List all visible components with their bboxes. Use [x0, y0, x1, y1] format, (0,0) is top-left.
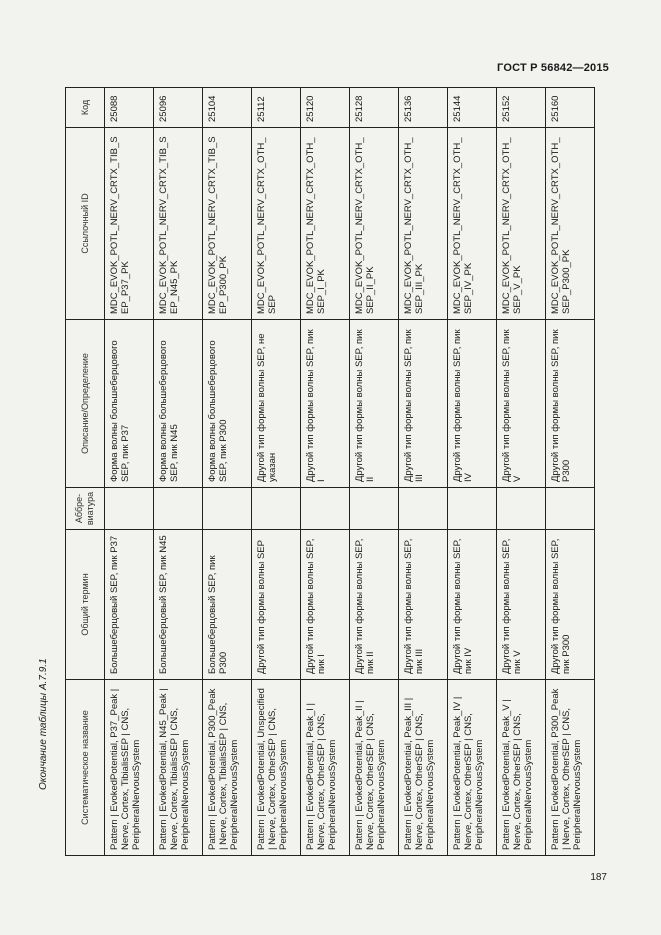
table-row	[448, 88, 497, 856]
cell-acronym	[203, 488, 252, 530]
cell-reference-id: MDC_EVOK_POTL_NERV_CRTX_TIB_SEP_P300_PK	[203, 128, 252, 320]
cell-code: 25112	[252, 88, 301, 128]
standard-header: ГОСТ Р 56842—2015	[497, 62, 609, 74]
cell-acronym	[546, 488, 595, 530]
table-caption: Окончание таблицы А.7.9.1	[38, 658, 49, 790]
cell-acronym	[252, 488, 301, 530]
cell-systematic-name: Pattern | EvokedPotential, Peak_III | Nerve, Cortex, OtherSEP | CNS, PeripheralNervousSystem	[399, 680, 448, 856]
cell-code: 25088	[105, 88, 154, 128]
table-row	[203, 88, 252, 856]
cell-acronym	[350, 488, 399, 530]
cell-systematic-name: Pattern | EvokedPotential, Unspecified | Nerve, Cortex, OtherSEP | CNS, PeripheralNervousSystem	[252, 680, 301, 856]
column-header: Общий термин	[66, 530, 105, 680]
cell-common-term: Другой тип формы волны SEP, пик I	[301, 530, 350, 680]
cell-code: 25144	[448, 88, 497, 128]
cell-acronym	[105, 488, 154, 530]
column-header: Систематическое название	[66, 680, 105, 856]
cell-reference-id: MDC_EVOK_POTL_NERV_CRTX_OTH_SEP_II_PK	[350, 128, 399, 320]
cell-common-term: Большеберцовый SEP, пик P37	[105, 530, 154, 680]
table-row	[497, 88, 546, 856]
cell-common-term: Другой тип формы волны SEP, пик P300	[546, 530, 595, 680]
table-row	[301, 88, 350, 856]
cell-common-term: Большеберцовый SEP, пик N45	[154, 530, 203, 680]
table-row	[252, 88, 301, 856]
cell-systematic-name: Pattern | EvokedPotential, Peak_II | Nerve, Cortex, OtherSEP | CNS, PeripheralNervousSystem	[350, 680, 399, 856]
cell-reference-id: MDC_EVOK_POTL_NERV_CRTX_TIB_SEP_N45_PK	[154, 128, 203, 320]
caption-area	[30, 0, 60, 935]
cell-systematic-name: Pattern | EvokedPotential, P300_Peak | Nerve, Cortex, OtherSEP | CNS, PeripheralNervousSystem	[546, 680, 595, 856]
column-header: Ссылочный ID	[66, 128, 105, 320]
cell-code: 25104	[203, 88, 252, 128]
cell-common-term: Другой тип формы волны SEP, пик II	[350, 530, 399, 680]
cell-systematic-name: Pattern | EvokedPotential, Peak_I | Nerve, Cortex, OtherSEP | CNS, PeripheralNervousSystem	[301, 680, 350, 856]
table-row	[546, 88, 595, 856]
cell-code: 25128	[350, 88, 399, 128]
column-header: Код	[66, 88, 105, 128]
rotated-table-container	[65, 88, 595, 856]
table-row	[399, 88, 448, 856]
cell-systematic-name: Pattern | EvokedPotential, Peak_IV | Nerve, Cortex, OtherSEP | CNS, PeripheralNervousSystem	[448, 680, 497, 856]
cell-description: Другой тип формы волны SEP, пик IV	[448, 320, 497, 488]
cell-description: Форма волны большеберцового SEP, пик P300	[203, 320, 252, 488]
cell-description: Форма волны большеберцового SEP, пик N45	[154, 320, 203, 488]
cell-reference-id: MDC_EVOK_POTL_NERV_CRTX_OTH_SEP_P300_PK	[546, 128, 595, 320]
cell-reference-id: MDC_EVOK_POTL_NERV_CRTX_TIB_SEP_P37_PK	[105, 128, 154, 320]
cell-reference-id: MDC_EVOK_POTL_NERV_CRTX_OTH_SEP_I_PK	[301, 128, 350, 320]
cell-common-term: Другой тип формы волны SEP, пик V	[497, 530, 546, 680]
cell-description: Другой тип формы волны SEP, пик V	[497, 320, 546, 488]
cell-acronym	[399, 488, 448, 530]
table-row	[350, 88, 399, 856]
cell-reference-id: MDC_EVOK_POTL_NERV_CRTX_OTH_SEP_III_PK	[399, 128, 448, 320]
cell-description: Другой тип формы волны SEP, пик III	[399, 320, 448, 488]
cell-acronym	[154, 488, 203, 530]
table-header-row	[66, 88, 105, 856]
cell-description: Другой тип формы волны SEP, пик II	[350, 320, 399, 488]
cell-common-term: Другой тип формы волны SEP	[252, 530, 301, 680]
page-number: 187	[590, 872, 607, 883]
cell-code: 25096	[154, 88, 203, 128]
cell-description: Другой тип формы волны SEP, пик P300	[546, 320, 595, 488]
cell-code: 25152	[497, 88, 546, 128]
table-row	[154, 88, 203, 856]
cell-code: 25120	[301, 88, 350, 128]
cell-common-term: Большеберцовый SEP, пик P300	[203, 530, 252, 680]
cell-systematic-name: Pattern | EvokedPotential, P37_Peak | Nerve, Cortex, TibialisSEP | CNS, PeripheralNervousSystem	[105, 680, 154, 856]
cell-code: 25136	[399, 88, 448, 128]
cell-systematic-name: Pattern | EvokedPotential, N45_Peak | Nerve, Cortex, TibialisSEP | CNS, PeripheralNervousSystem	[154, 680, 203, 856]
cell-common-term: Другой тип формы волны SEP, пик IV	[448, 530, 497, 680]
cell-systematic-name: Pattern | EvokedPotential, P300_Peak | Nerve, Cortex, TibialisSEP | CNS, PeripheralNervousSystem	[203, 680, 252, 856]
cell-acronym	[497, 488, 546, 530]
column-header: Аббре-виатура	[66, 488, 105, 530]
cell-systematic-name: Pattern | EvokedPotential, Peak_V | Nerve, Cortex, OtherSEP | CNS, PeripheralNervousSystem	[497, 680, 546, 856]
cell-reference-id: MDC_EVOK_POTL_NERV_CRTX_OTH_SEP_IV_PK	[448, 128, 497, 320]
cell-common-term: Другой тип формы волны SEP, пик III	[399, 530, 448, 680]
cell-acronym	[448, 488, 497, 530]
cell-description: Другой тип формы волны SEP, не указан	[252, 320, 301, 488]
data-table	[65, 87, 595, 856]
cell-reference-id: MDC_EVOK_POTL_NERV_CRTX_OTH_SEP_V_PK	[497, 128, 546, 320]
cell-reference-id: MDC_EVOK_POTL_NERV_CRTX_OTH_SEP	[252, 128, 301, 320]
cell-code: 25160	[546, 88, 595, 128]
cell-acronym	[301, 488, 350, 530]
column-header: Описание/Определение	[66, 320, 105, 488]
table-row	[105, 88, 154, 856]
cell-description: Форма волны большеберцового SEP, пик P37	[105, 320, 154, 488]
cell-description: Другой тип формы волны SEP, пик I	[301, 320, 350, 488]
